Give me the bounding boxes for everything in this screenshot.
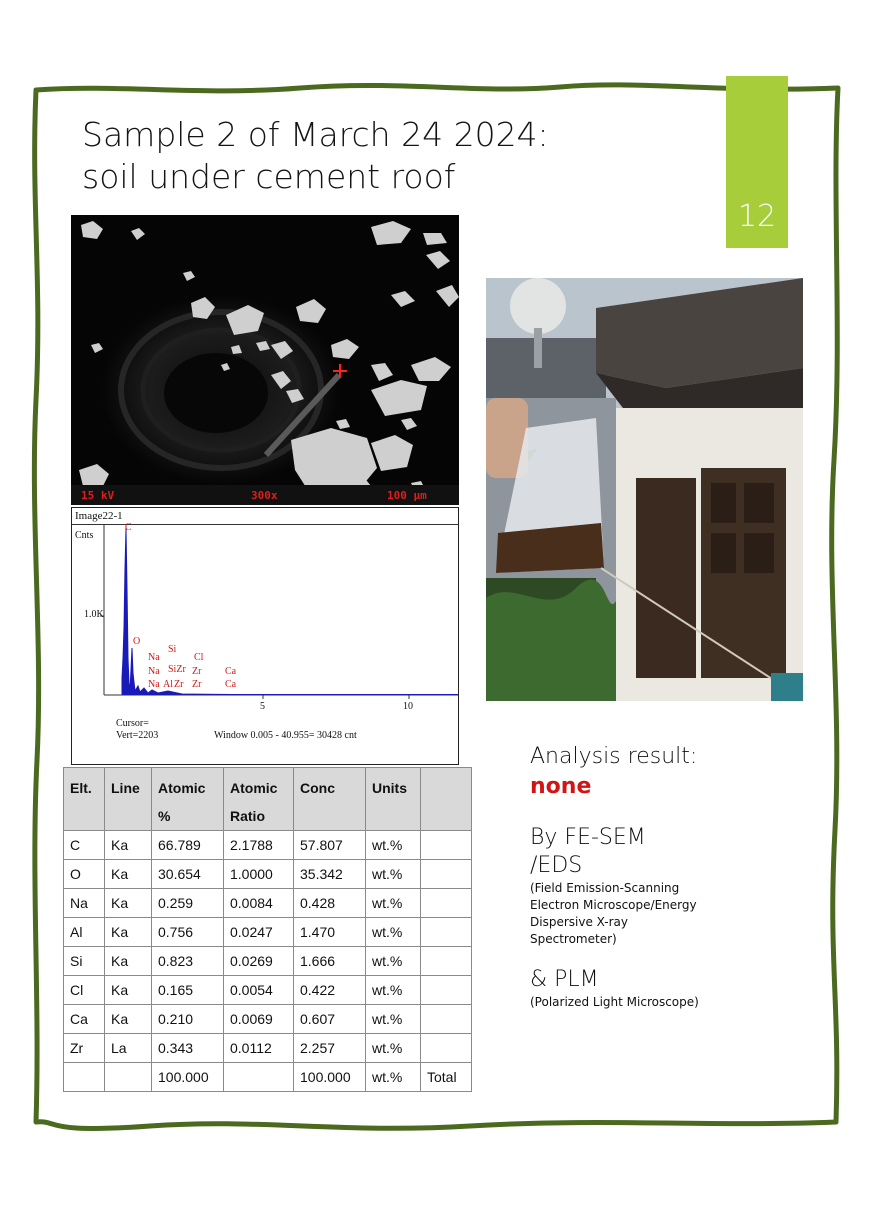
table-cell: 0.428 <box>294 889 366 918</box>
spectrum-cursor: Cursor= <box>116 718 149 729</box>
sem-scale-label: 100 µm <box>387 489 427 502</box>
method-fe-sem-line2: /EDS <box>530 853 583 878</box>
table-row <box>64 918 472 947</box>
table-row <box>64 889 472 918</box>
table-cell <box>421 1034 472 1063</box>
table-cell: 100.000 <box>294 1063 366 1092</box>
table-cell: 0.0112 <box>224 1034 294 1063</box>
table-cell <box>421 918 472 947</box>
table-cell: 2.1788 <box>224 831 294 860</box>
table-cell: O <box>64 860 105 889</box>
table-row <box>64 860 472 889</box>
table-cell: C <box>64 831 105 860</box>
method-fe-sem-line1: By FE-SEM <box>530 825 646 850</box>
table-cell: 0.259 <box>152 889 224 918</box>
table-cell: wt.% <box>366 889 421 918</box>
table-cell: wt.% <box>366 918 421 947</box>
header-atomic-ratio <box>224 768 294 831</box>
spectrum-y-tick: 1.0K <box>84 609 104 620</box>
table-total-row <box>64 1063 472 1092</box>
table-cell: Total <box>421 1063 472 1092</box>
table-cell: 1.666 <box>294 947 366 976</box>
sample-photo <box>486 278 803 701</box>
method-fe-sem-detail: (Field Emission-Scanning Electron Microscope/Energy Dispersive X-ray Spectrometer) <box>530 881 697 946</box>
page-title <box>82 114 642 198</box>
table-cell: 1.470 <box>294 918 366 947</box>
peak-label-cl: Cl <box>194 652 204 663</box>
table-cell: 0.0269 <box>224 947 294 976</box>
table-cell: Al <box>64 918 105 947</box>
sem-magnification: 300x <box>251 489 278 502</box>
table-cell: 0.210 <box>152 1005 224 1034</box>
table-cell: 0.823 <box>152 947 224 976</box>
sample-photo-illustration <box>486 278 803 701</box>
table-cell <box>421 860 472 889</box>
table-cell <box>64 1063 105 1092</box>
table-cell: Na <box>64 889 105 918</box>
header-element-text: Elt. <box>70 780 92 796</box>
peak-label-zr-2: Zr <box>174 679 184 690</box>
sem-voltage: 15 kV <box>81 489 115 502</box>
table-cell: wt.% <box>366 976 421 1005</box>
table-cell: 0.0069 <box>224 1005 294 1034</box>
page-number-badge <box>726 76 788 248</box>
table-cell <box>224 1063 294 1092</box>
method-fe-sem <box>530 824 730 880</box>
header-atomic-ratio-line1: Atomic <box>230 780 278 796</box>
table-cell: wt.% <box>366 860 421 889</box>
peak-label-zr-1: Zr <box>192 666 202 677</box>
table-row <box>64 1034 472 1063</box>
analysis-result-label: Analysis result: <box>530 744 698 769</box>
table-cell <box>421 1005 472 1034</box>
peak-label-o: O <box>133 636 141 647</box>
table-cell: 0.165 <box>152 976 224 1005</box>
table-cell <box>421 947 472 976</box>
header-line-text: Line <box>111 780 140 796</box>
table-cell: 0.343 <box>152 1034 224 1063</box>
table-cell: 0.0247 <box>224 918 294 947</box>
table-cell <box>421 889 472 918</box>
table-cell: wt.% <box>366 1005 421 1034</box>
table-cell: 0.756 <box>152 918 224 947</box>
spectrum-y-unit: Cnts <box>75 530 94 541</box>
table-cell: 35.342 <box>294 860 366 889</box>
peak-label-na-1: Na <box>148 652 160 663</box>
table-cell: Ka <box>105 889 152 918</box>
page-number: 12 <box>737 199 777 234</box>
sem-particles <box>71 215 459 505</box>
header-units-text: Units <box>372 780 407 796</box>
table-cell <box>105 1063 152 1092</box>
table-cell: 0.0084 <box>224 889 294 918</box>
peak-label-na-2: Na <box>148 666 160 677</box>
table-cell: La <box>105 1034 152 1063</box>
eds-spectrum <box>71 507 459 765</box>
peak-label-sizr: SiZr <box>168 664 186 675</box>
table-cell: 100.000 <box>152 1063 224 1092</box>
spectrum-vert: Vert=2203 <box>116 730 159 741</box>
spectrum-x-tick-5: 5 <box>260 701 265 712</box>
analysis-result-value: none <box>530 774 592 799</box>
table-cell: 57.807 <box>294 831 366 860</box>
table-cell: Ca <box>64 1005 105 1034</box>
peak-label-ca-1: Ca <box>225 666 237 677</box>
spectrum-x-tick-10: 10 <box>403 701 413 712</box>
spectrum-image-label: Image22-1 <box>75 510 123 522</box>
table-cell: 0.422 <box>294 976 366 1005</box>
table-cell <box>421 976 472 1005</box>
peak-label-c: C <box>125 522 132 533</box>
header-conc <box>294 768 366 831</box>
table-cell: Ka <box>105 860 152 889</box>
table-row <box>64 947 472 976</box>
table-cell: Cl <box>64 976 105 1005</box>
table-row <box>64 1005 472 1034</box>
table-cell: wt.% <box>366 1034 421 1063</box>
header-atomic-percent-line2: % <box>158 808 171 824</box>
table-cell: 0.0054 <box>224 976 294 1005</box>
table-cell: Si <box>64 947 105 976</box>
table-cell: 30.654 <box>152 860 224 889</box>
table-cell: wt.% <box>366 947 421 976</box>
table-cell: Zr <box>64 1034 105 1063</box>
peak-label-zr-3: Zr <box>192 679 202 690</box>
peak-label-al: Al <box>163 679 173 690</box>
table-cell <box>421 831 472 860</box>
table-cell: Ka <box>105 947 152 976</box>
table-cell: 2.257 <box>294 1034 366 1063</box>
table-cell: wt.% <box>366 831 421 860</box>
table-cell: 0.607 <box>294 1005 366 1034</box>
table-cell: Ka <box>105 976 152 1005</box>
peak-label-ca-2: Ca <box>225 679 237 690</box>
peak-label-na-3: Na <box>148 679 160 690</box>
header-blank <box>421 768 472 831</box>
table-cell: 66.789 <box>152 831 224 860</box>
table-header-row <box>64 768 472 831</box>
title-line-2: soil under cement roof <box>82 157 456 196</box>
header-atomic-ratio-line2: Ratio <box>230 808 265 824</box>
header-units <box>366 768 421 831</box>
header-line <box>105 768 152 831</box>
eds-results-table <box>63 767 472 1092</box>
table-cell: Ka <box>105 831 152 860</box>
table-cell: Ka <box>105 918 152 947</box>
table-cell: wt.% <box>366 1063 421 1092</box>
peak-label-si: Si <box>168 644 177 655</box>
header-atomic-percent-line1: Atomic <box>158 780 206 796</box>
method-plm: & PLM <box>530 967 599 992</box>
table-row <box>64 831 472 860</box>
table-cell: 1.0000 <box>224 860 294 889</box>
sem-micrograph <box>71 215 459 505</box>
table-row <box>64 976 472 1005</box>
header-atomic-percent <box>152 768 224 831</box>
spectrum-window: Window 0.005 - 40.955= 30428 cnt <box>214 730 357 741</box>
title-line-1: Sample 2 of March 24 2024: <box>82 115 549 154</box>
method-plm-detail: (Polarized Light Microscope) <box>530 995 699 1009</box>
header-conc-text: Conc <box>300 780 335 796</box>
table-cell: Ka <box>105 1005 152 1034</box>
header-element <box>64 768 105 831</box>
